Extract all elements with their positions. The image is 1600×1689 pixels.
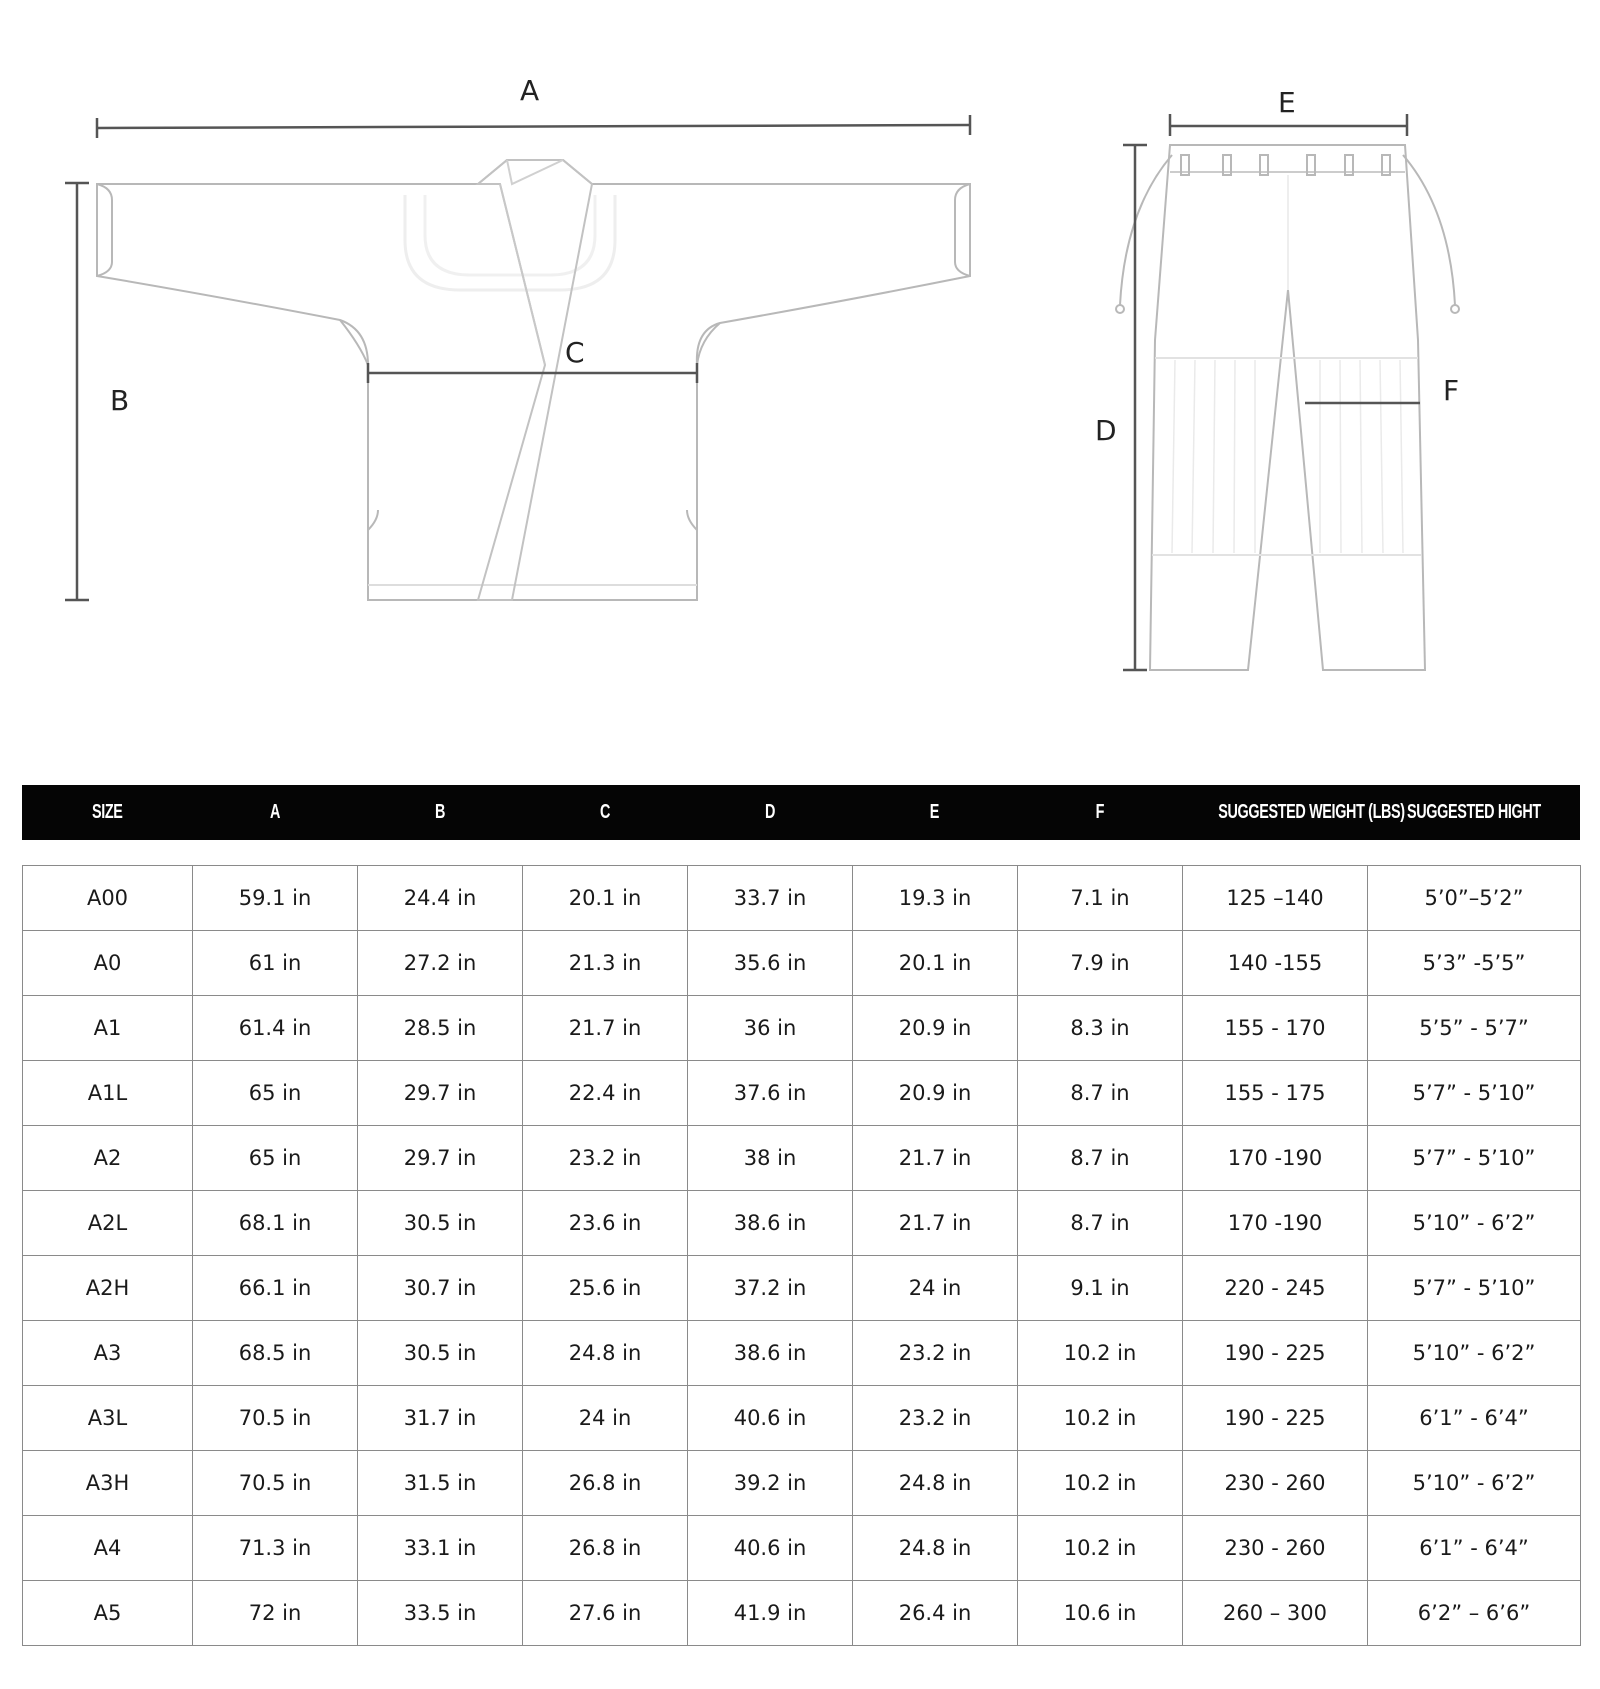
value-cell: 6’1” - 6’4” (1368, 1516, 1581, 1581)
value-cell: 38 in (688, 1126, 853, 1191)
value-cell: 33.7 in (688, 866, 853, 931)
label-e: E (1278, 86, 1296, 119)
value-cell: 230 - 260 (1183, 1516, 1368, 1581)
value-cell: 155 - 170 (1183, 996, 1368, 1061)
value-cell: 7.9 in (1018, 931, 1183, 996)
value-cell: 5’10” - 6’2” (1368, 1451, 1581, 1516)
value-cell: 5’5” - 5’7” (1368, 996, 1581, 1061)
value-cell: 8.7 in (1018, 1061, 1183, 1126)
jacket-drawing (97, 160, 970, 600)
label-f: F (1443, 374, 1460, 407)
value-cell: 30.7 in (358, 1256, 523, 1321)
value-cell: 68.1 in (193, 1191, 358, 1256)
value-cell: 37.6 in (688, 1061, 853, 1126)
header-cell (357, 785, 522, 840)
value-cell: 31.7 in (358, 1386, 523, 1451)
gi-measurement-diagram (0, 0, 1600, 720)
value-cell: 170 -190 (1183, 1126, 1368, 1191)
value-cell: 8.3 in (1018, 996, 1183, 1061)
table-row (23, 1516, 1581, 1581)
value-cell: 21.7 in (523, 996, 688, 1061)
value-cell: 28.5 in (358, 996, 523, 1061)
value-cell: 21.7 in (853, 1191, 1018, 1256)
value-cell: 68.5 in (193, 1321, 358, 1386)
value-cell: 30.5 in (358, 1191, 523, 1256)
value-cell: 5’10” - 6’2” (1368, 1321, 1581, 1386)
size-cell: A0 (23, 931, 193, 996)
table-row (23, 1256, 1581, 1321)
header-label: F (1095, 801, 1104, 823)
size-cell: A3L (23, 1386, 193, 1451)
header-label: E (929, 801, 940, 823)
header-label: A (269, 801, 280, 823)
value-cell: 5’0”–5’2” (1368, 866, 1581, 931)
value-cell: 6’1” - 6’4” (1368, 1386, 1581, 1451)
table-row (23, 1126, 1581, 1191)
size-cell: A4 (23, 1516, 193, 1581)
value-cell: 37.2 in (688, 1256, 853, 1321)
pants-drawing (1116, 145, 1459, 670)
value-cell: 23.2 in (523, 1126, 688, 1191)
size-cell: A5 (23, 1581, 193, 1646)
value-cell: 36 in (688, 996, 853, 1061)
value-cell: 33.5 in (358, 1581, 523, 1646)
value-cell: 25.6 in (523, 1256, 688, 1321)
value-cell: 65 in (193, 1126, 358, 1191)
value-cell: 20.9 in (853, 996, 1018, 1061)
table-row (23, 1451, 1581, 1516)
value-cell: 40.6 in (688, 1516, 853, 1581)
header-cell (1017, 785, 1182, 840)
value-cell: 190 - 225 (1183, 1321, 1368, 1386)
value-cell: 20.1 in (523, 866, 688, 931)
value-cell: 21.7 in (853, 1126, 1018, 1191)
value-cell: 61 in (193, 931, 358, 996)
dimension-lines-pants (1123, 114, 1420, 670)
value-cell: 72 in (193, 1581, 358, 1646)
value-cell: 30.5 in (358, 1321, 523, 1386)
value-cell: 27.2 in (358, 931, 523, 996)
value-cell: 70.5 in (193, 1386, 358, 1451)
value-cell: 5’7” - 5’10” (1368, 1256, 1581, 1321)
size-cell: A3H (23, 1451, 193, 1516)
size-cell: A1L (23, 1061, 193, 1126)
value-cell: 10.2 in (1018, 1516, 1183, 1581)
value-cell: 59.1 in (193, 866, 358, 931)
size-chart (22, 785, 1580, 1646)
size-cell: A1 (23, 996, 193, 1061)
value-cell: 20.1 in (853, 931, 1018, 996)
value-cell: 10.2 in (1018, 1386, 1183, 1451)
header-label: SUGGESTED WEIGHT (LBS) (1218, 801, 1405, 823)
header-cell (22, 785, 192, 840)
value-cell: 29.7 in (358, 1061, 523, 1126)
value-cell: 5’3” -5’5” (1368, 931, 1581, 996)
value-cell: 38.6 in (688, 1191, 853, 1256)
header-label: B (434, 801, 445, 823)
value-cell: 260 – 300 (1183, 1581, 1368, 1646)
value-cell: 10.2 in (1018, 1451, 1183, 1516)
value-cell: 10.6 in (1018, 1581, 1183, 1646)
value-cell: 24 in (523, 1386, 688, 1451)
value-cell: 170 -190 (1183, 1191, 1368, 1256)
value-cell: 190 - 225 (1183, 1386, 1368, 1451)
table-row (23, 1191, 1581, 1256)
size-cell: A2L (23, 1191, 193, 1256)
value-cell: 39.2 in (688, 1451, 853, 1516)
value-cell: 155 - 175 (1183, 1061, 1368, 1126)
table-row (23, 1581, 1581, 1646)
value-cell: 26.8 in (523, 1451, 688, 1516)
label-d: D (1095, 414, 1117, 447)
value-cell: 35.6 in (688, 931, 853, 996)
value-cell: 8.7 in (1018, 1126, 1183, 1191)
size-chart-body (22, 865, 1581, 1646)
table-row (23, 1386, 1581, 1451)
header-label: C (599, 801, 610, 823)
value-cell: 6’2” – 6’6” (1368, 1581, 1581, 1646)
value-cell: 24.4 in (358, 866, 523, 931)
value-cell: 5’7” - 5’10” (1368, 1126, 1581, 1191)
table-row (23, 1061, 1581, 1126)
value-cell: 5’10” - 6’2” (1368, 1191, 1581, 1256)
size-cell: A2H (23, 1256, 193, 1321)
value-cell: 65 in (193, 1061, 358, 1126)
value-cell: 61.4 in (193, 996, 358, 1061)
header-label: SIZE (91, 801, 123, 823)
header-label: D (764, 801, 775, 823)
header-cell (192, 785, 357, 840)
table-row (23, 1321, 1581, 1386)
value-cell: 8.7 in (1018, 1191, 1183, 1256)
value-cell: 7.1 in (1018, 866, 1183, 931)
value-cell: 220 - 245 (1183, 1256, 1368, 1321)
value-cell: 27.6 in (523, 1581, 688, 1646)
label-b: B (110, 384, 130, 417)
value-cell: 29.7 in (358, 1126, 523, 1191)
value-cell: 24.8 in (853, 1451, 1018, 1516)
value-cell: 70.5 in (193, 1451, 358, 1516)
value-cell: 20.9 in (853, 1061, 1018, 1126)
dimension-lines-jacket (65, 115, 970, 600)
value-cell: 41.9 in (688, 1581, 853, 1646)
value-cell: 40.6 in (688, 1386, 853, 1451)
value-cell: 71.3 in (193, 1516, 358, 1581)
value-cell: 26.4 in (853, 1581, 1018, 1646)
value-cell: 38.6 in (688, 1321, 853, 1386)
header-label: SUGGESTED HIGHT (1406, 801, 1541, 823)
size-chart-header (22, 785, 1580, 840)
table-body (23, 866, 1581, 1646)
table-row (23, 996, 1581, 1061)
value-cell: 66.1 in (193, 1256, 358, 1321)
size-cell: A00 (23, 866, 193, 931)
value-cell: 24.8 in (523, 1321, 688, 1386)
header-cell (522, 785, 687, 840)
label-a: A (520, 74, 540, 107)
value-cell: 9.1 in (1018, 1256, 1183, 1321)
value-cell: 125 –140 (1183, 866, 1368, 931)
value-cell: 5’7” - 5’10” (1368, 1061, 1581, 1126)
table-row (23, 931, 1581, 996)
value-cell: 24.8 in (853, 1516, 1018, 1581)
header-row (22, 785, 1580, 840)
value-cell: 140 -155 (1183, 931, 1368, 996)
size-cell: A2 (23, 1126, 193, 1191)
value-cell: 23.2 in (853, 1321, 1018, 1386)
header-cell (687, 785, 852, 840)
value-cell: 19.3 in (853, 866, 1018, 931)
value-cell: 23.6 in (523, 1191, 688, 1256)
table-row (23, 866, 1581, 931)
size-cell: A3 (23, 1321, 193, 1386)
value-cell: 31.5 in (358, 1451, 523, 1516)
value-cell: 26.8 in (523, 1516, 688, 1581)
value-cell: 23.2 in (853, 1386, 1018, 1451)
value-cell: 24 in (853, 1256, 1018, 1321)
value-cell: 230 - 260 (1183, 1451, 1368, 1516)
header-cell (1182, 785, 1405, 840)
header-cell (852, 785, 1017, 840)
label-c: C (565, 336, 585, 369)
value-cell: 33.1 in (358, 1516, 523, 1581)
value-cell: 10.2 in (1018, 1321, 1183, 1386)
value-cell: 21.3 in (523, 931, 688, 996)
value-cell: 22.4 in (523, 1061, 688, 1126)
